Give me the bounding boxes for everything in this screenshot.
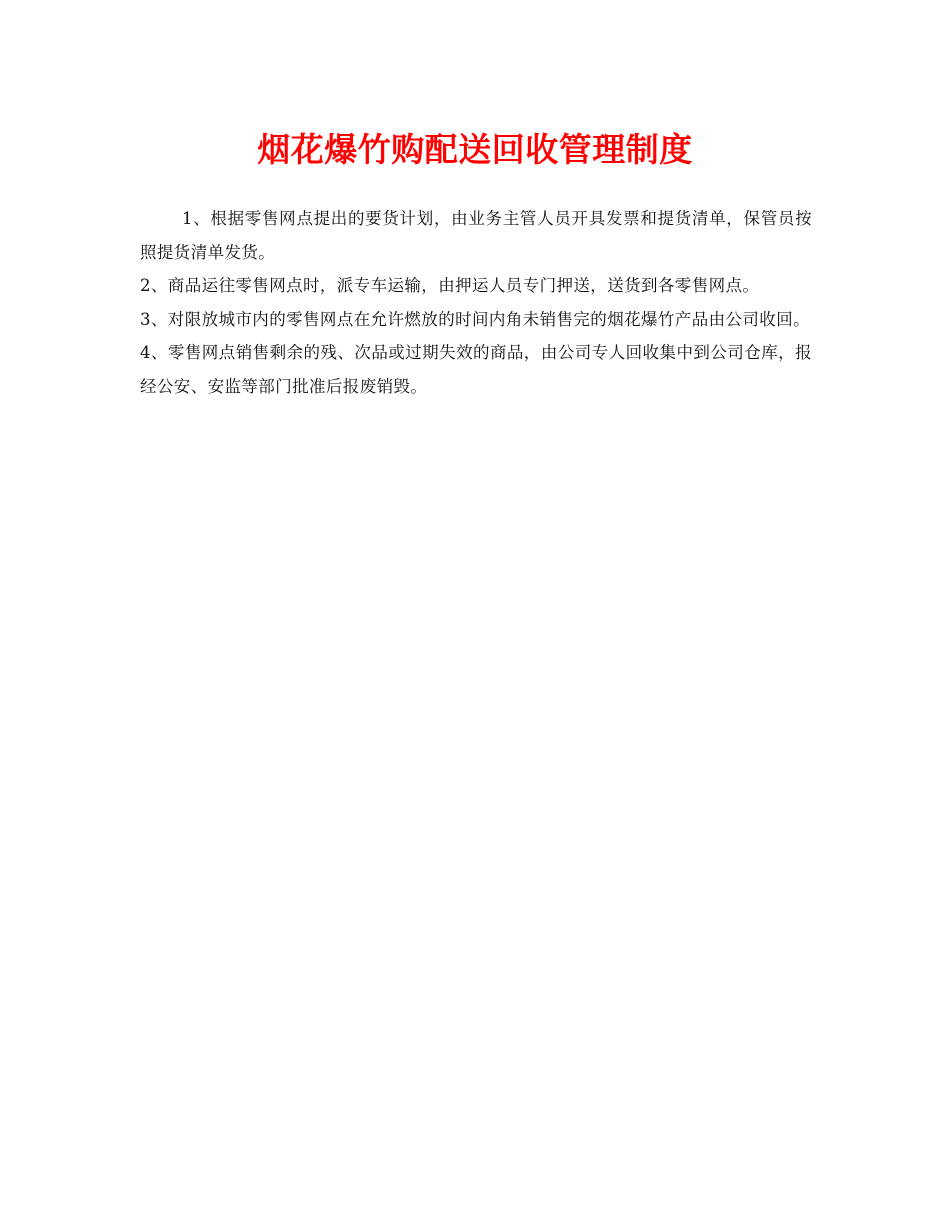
document-title: 烟花爆竹购配送回收管理制度 bbox=[257, 130, 693, 169]
paragraph-2: 2、商品运往零售网点时，派专车运输，由押运人员专门押送，送货到各零售网点。 bbox=[140, 276, 760, 295]
paragraph-3: 3、对限放城市内的零售网点在允许燃放的时间内角未销售完的烟花爆竹产品由公司收回。 bbox=[140, 309, 810, 329]
paragraph-1: 1、根据零售网点提出的要货计划，由业务主管人员开具发票和提货清单，保管员按照提货清单发货。 bbox=[140, 209, 812, 262]
document-body bbox=[140, 202, 812, 403]
paragraph-4: 4、零售网点销售剩余的残、次品或过期失效的商品，由公司专人回收集中到公司仓库，报经公安、安监等部门批准后报废销毁。 bbox=[140, 343, 812, 396]
